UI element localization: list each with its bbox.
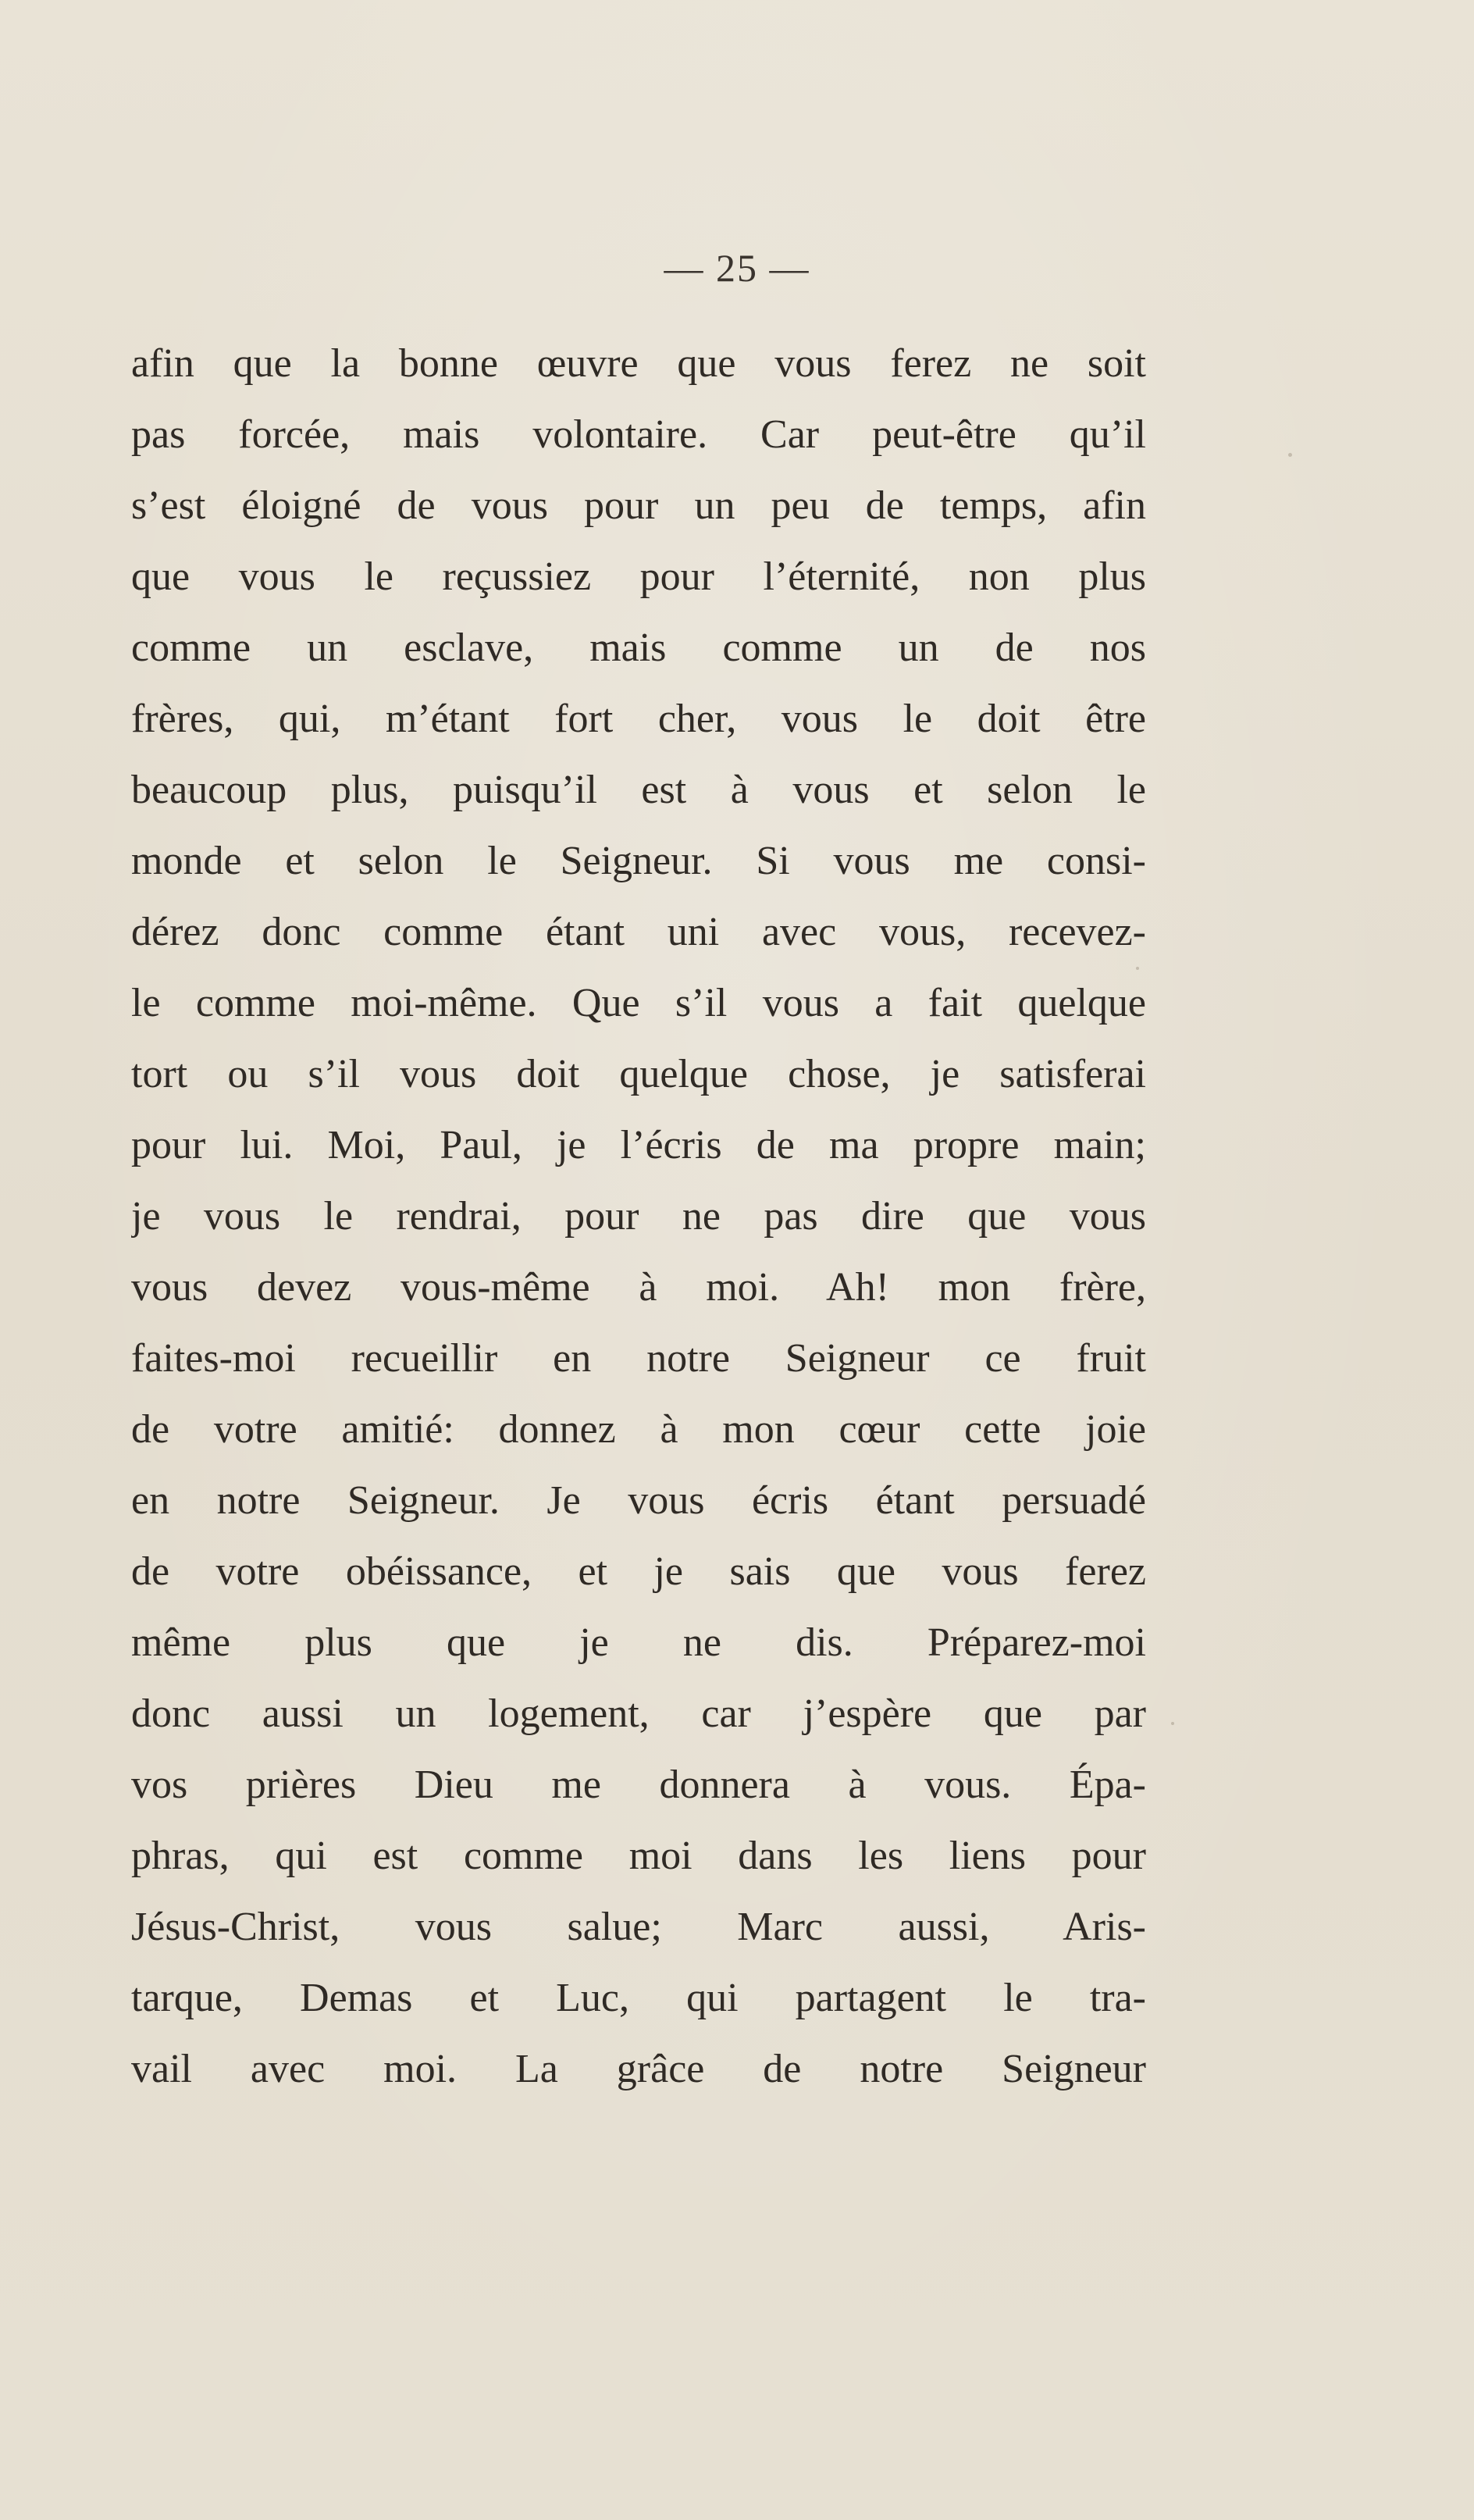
text-line: tort ou s’il vous doit quelque chose, je satisferai [131, 1052, 1146, 1096]
text-line: vos prières Dieu me donnera à vous. Épa- [131, 1763, 1146, 1807]
text-line: vous devez vous-même à moi. Ah! mon frère, [131, 1265, 1146, 1310]
text-line: afin que la bonne œuvre que vous ferez ne soit [131, 341, 1146, 386]
text-line: le comme moi-même. Que s’il vous a fait quelque [131, 981, 1146, 1025]
text-line: donc aussi un logement, car j’espère que par [131, 1691, 1146, 1736]
text-line: pour lui. Moi, Paul, je l’écris de ma propre main; [131, 1123, 1146, 1167]
text-line: même plus que je ne dis. Préparez-moi [131, 1620, 1146, 1665]
text-line: en notre Seigneur. Je vous écris étant persuadé [131, 1478, 1146, 1523]
text-line: monde et selon le Seigneur. Si vous me consi- [131, 839, 1146, 883]
text-line: de votre amitié: donnez à mon cœur cette joie [131, 1407, 1146, 1452]
text-line: faites-moi recueillir en notre Seigneur ce fruit [131, 1336, 1146, 1381]
text-line: frères, qui, m’étant fort cher, vous le doit être [131, 697, 1146, 741]
text-line: s’est éloigné de vous pour un peu de temps, afin [131, 483, 1146, 528]
text-line: que vous le reçussiez pour l’éternité, non plus [131, 554, 1146, 599]
text-line: Jésus-Christ, vous salue; Marc aussi, Aris- [131, 1905, 1146, 1949]
text-line: tarque, Demas et Luc, qui partagent le tra- [131, 1976, 1146, 2020]
text-line: beaucoup plus, puisqu’il est à vous et selon le [131, 768, 1146, 812]
text-line: phras, qui est comme moi dans les liens pour [131, 1834, 1146, 1878]
paper-speck [1171, 1722, 1174, 1725]
text-line: vail avec moi. La grâce de notre Seigneur [131, 2047, 1146, 2091]
page-number: — 25 — [664, 246, 810, 290]
text-line: dérez donc comme étant uni avec vous, recevez- [131, 910, 1146, 954]
text-line: de votre obéissance, et je sais que vous ferez [131, 1549, 1146, 1594]
text-line: comme un esclave, mais comme un de nos [131, 626, 1146, 670]
paper-speck [1288, 453, 1292, 457]
text-line: pas forcée, mais volontaire. Car peut-être qu’il [131, 412, 1146, 457]
text-line: je vous le rendrai, pour ne pas dire que vous [131, 1194, 1146, 1239]
body-text [131, 328, 1146, 2105]
